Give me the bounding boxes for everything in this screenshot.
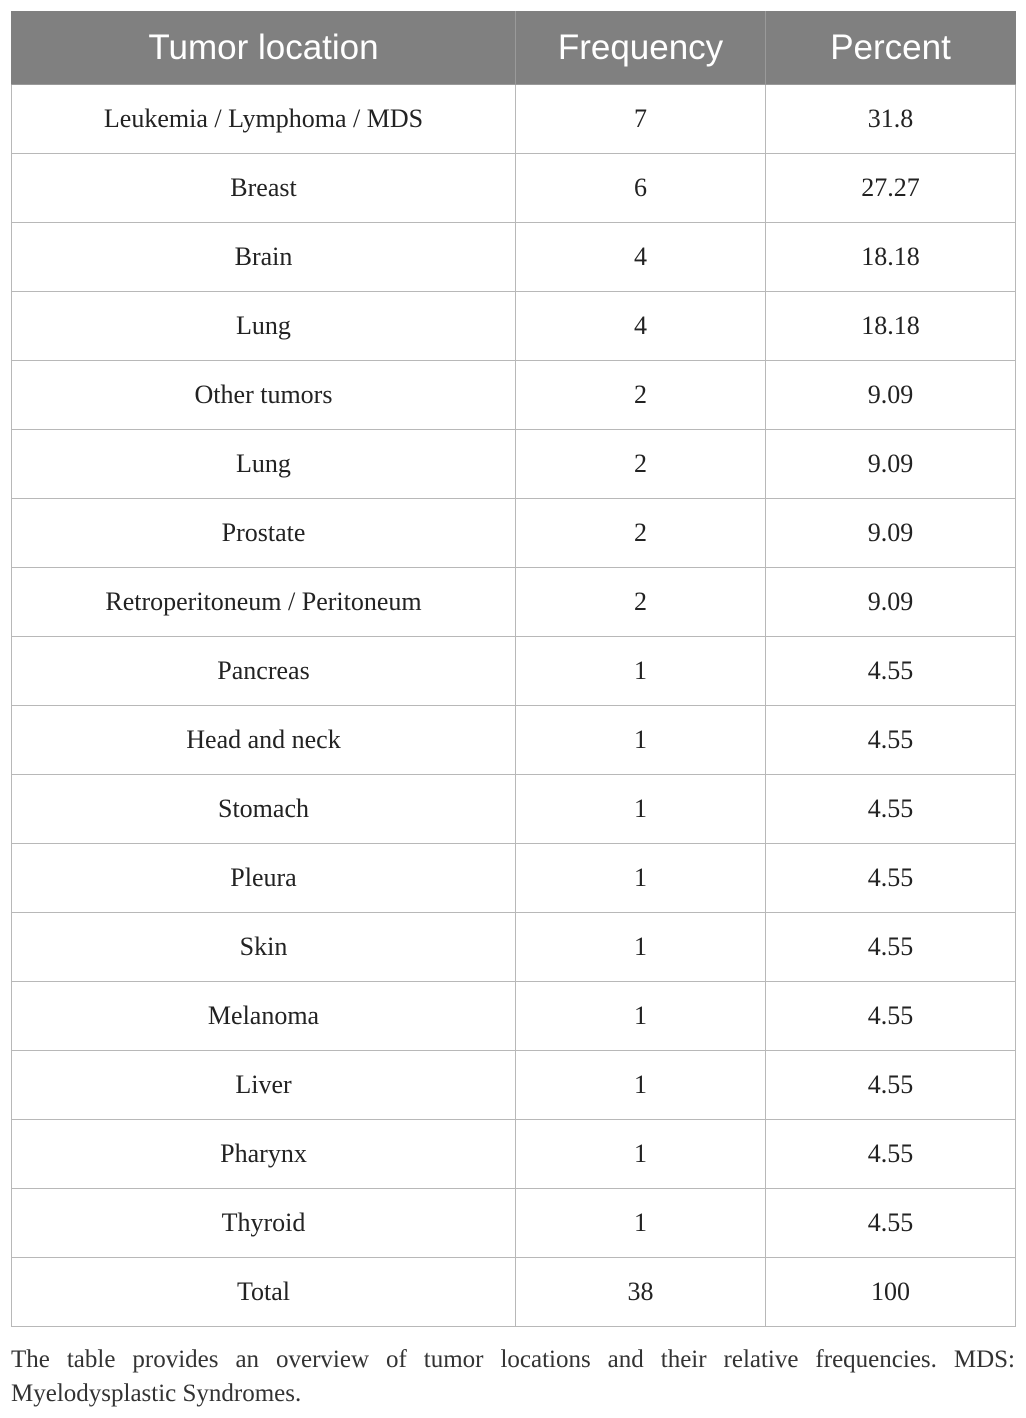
frequency-cell: 4	[516, 292, 766, 361]
tumor-location-cell: Pancreas	[12, 637, 516, 706]
percent-cell: 4.55	[766, 1189, 1016, 1258]
tumor-location-cell: Pharynx	[12, 1120, 516, 1189]
table-row	[12, 1120, 1016, 1189]
tumor-location-cell: Prostate	[12, 499, 516, 568]
table-header	[12, 11, 1016, 85]
frequency-cell: 7	[516, 85, 766, 154]
table-row	[12, 499, 1016, 568]
table-row	[12, 1051, 1016, 1120]
frequency-cell: 38	[516, 1258, 766, 1327]
frequency-cell: 1	[516, 844, 766, 913]
header-row	[12, 11, 1016, 85]
header-percent: Percent	[766, 11, 1016, 85]
percent-cell: 9.09	[766, 568, 1016, 637]
frequency-cell: 1	[516, 706, 766, 775]
percent-cell: 18.18	[766, 223, 1016, 292]
frequency-cell: 2	[516, 568, 766, 637]
tumor-location-cell: Liver	[12, 1051, 516, 1120]
frequency-cell: 1	[516, 913, 766, 982]
frequency-cell: 2	[516, 499, 766, 568]
percent-cell: 9.09	[766, 430, 1016, 499]
table-row	[12, 568, 1016, 637]
tumor-location-cell: Other tumors	[12, 361, 516, 430]
table-row	[12, 85, 1016, 154]
frequency-cell: 1	[516, 1051, 766, 1120]
tumor-location-cell: Head and neck	[12, 706, 516, 775]
tumor-location-cell: Brain	[12, 223, 516, 292]
table-row	[12, 154, 1016, 223]
percent-cell: 31.8	[766, 85, 1016, 154]
table-row	[12, 223, 1016, 292]
frequency-cell: 6	[516, 154, 766, 223]
table-row	[12, 982, 1016, 1051]
table-row	[12, 637, 1016, 706]
percent-cell: 4.55	[766, 1051, 1016, 1120]
percent-cell: 4.55	[766, 844, 1016, 913]
percent-cell: 4.55	[766, 982, 1016, 1051]
total-row	[12, 1258, 1016, 1327]
table-row	[12, 430, 1016, 499]
table-container	[11, 11, 1015, 1327]
frequency-cell: 1	[516, 637, 766, 706]
percent-cell: 9.09	[766, 499, 1016, 568]
tumor-location-cell: Pleura	[12, 844, 516, 913]
frequency-cell: 1	[516, 1189, 766, 1258]
tumor-location-cell: Total	[12, 1258, 516, 1327]
table-row	[12, 913, 1016, 982]
table-row	[12, 844, 1016, 913]
frequency-cell: 1	[516, 982, 766, 1051]
tumor-location-cell: Lung	[12, 292, 516, 361]
frequency-cell: 1	[516, 775, 766, 844]
header-tumor-location: Tumor location	[12, 11, 516, 85]
table-row	[12, 775, 1016, 844]
table-row	[12, 1189, 1016, 1258]
percent-cell: 100	[766, 1258, 1016, 1327]
header-frequency: Frequency	[516, 11, 766, 85]
percent-cell: 4.55	[766, 775, 1016, 844]
tumor-location-cell: Breast	[12, 154, 516, 223]
percent-cell: 4.55	[766, 706, 1016, 775]
frequency-cell: 1	[516, 1120, 766, 1189]
tumor-location-cell: Lung	[12, 430, 516, 499]
percent-cell: 4.55	[766, 1120, 1016, 1189]
tumor-location-cell: Melanoma	[12, 982, 516, 1051]
percent-cell: 4.55	[766, 913, 1016, 982]
table-row	[12, 292, 1016, 361]
frequency-cell: 2	[516, 361, 766, 430]
table-footnote: The table provides an overview of tumor locations and their relative frequencies. MDS: Myelodysplastic Syndromes.	[11, 1346, 1015, 1407]
tumor-location-cell: Skin	[12, 913, 516, 982]
table-row	[12, 706, 1016, 775]
tumor-location-cell: Retroperitoneum / Peritoneum	[12, 568, 516, 637]
table-body	[12, 85, 1016, 1327]
percent-cell: 27.27	[766, 154, 1016, 223]
percent-cell: 9.09	[766, 361, 1016, 430]
frequency-cell: 4	[516, 223, 766, 292]
tumor-location-cell: Stomach	[12, 775, 516, 844]
percent-cell: 4.55	[766, 637, 1016, 706]
tumor-location-cell: Leukemia / Lymphoma / MDS	[12, 85, 516, 154]
frequency-cell: 2	[516, 430, 766, 499]
tumor-location-cell: Thyroid	[12, 1189, 516, 1258]
tumor-location-table	[11, 11, 1016, 1327]
table-row	[12, 361, 1016, 430]
percent-cell: 18.18	[766, 292, 1016, 361]
